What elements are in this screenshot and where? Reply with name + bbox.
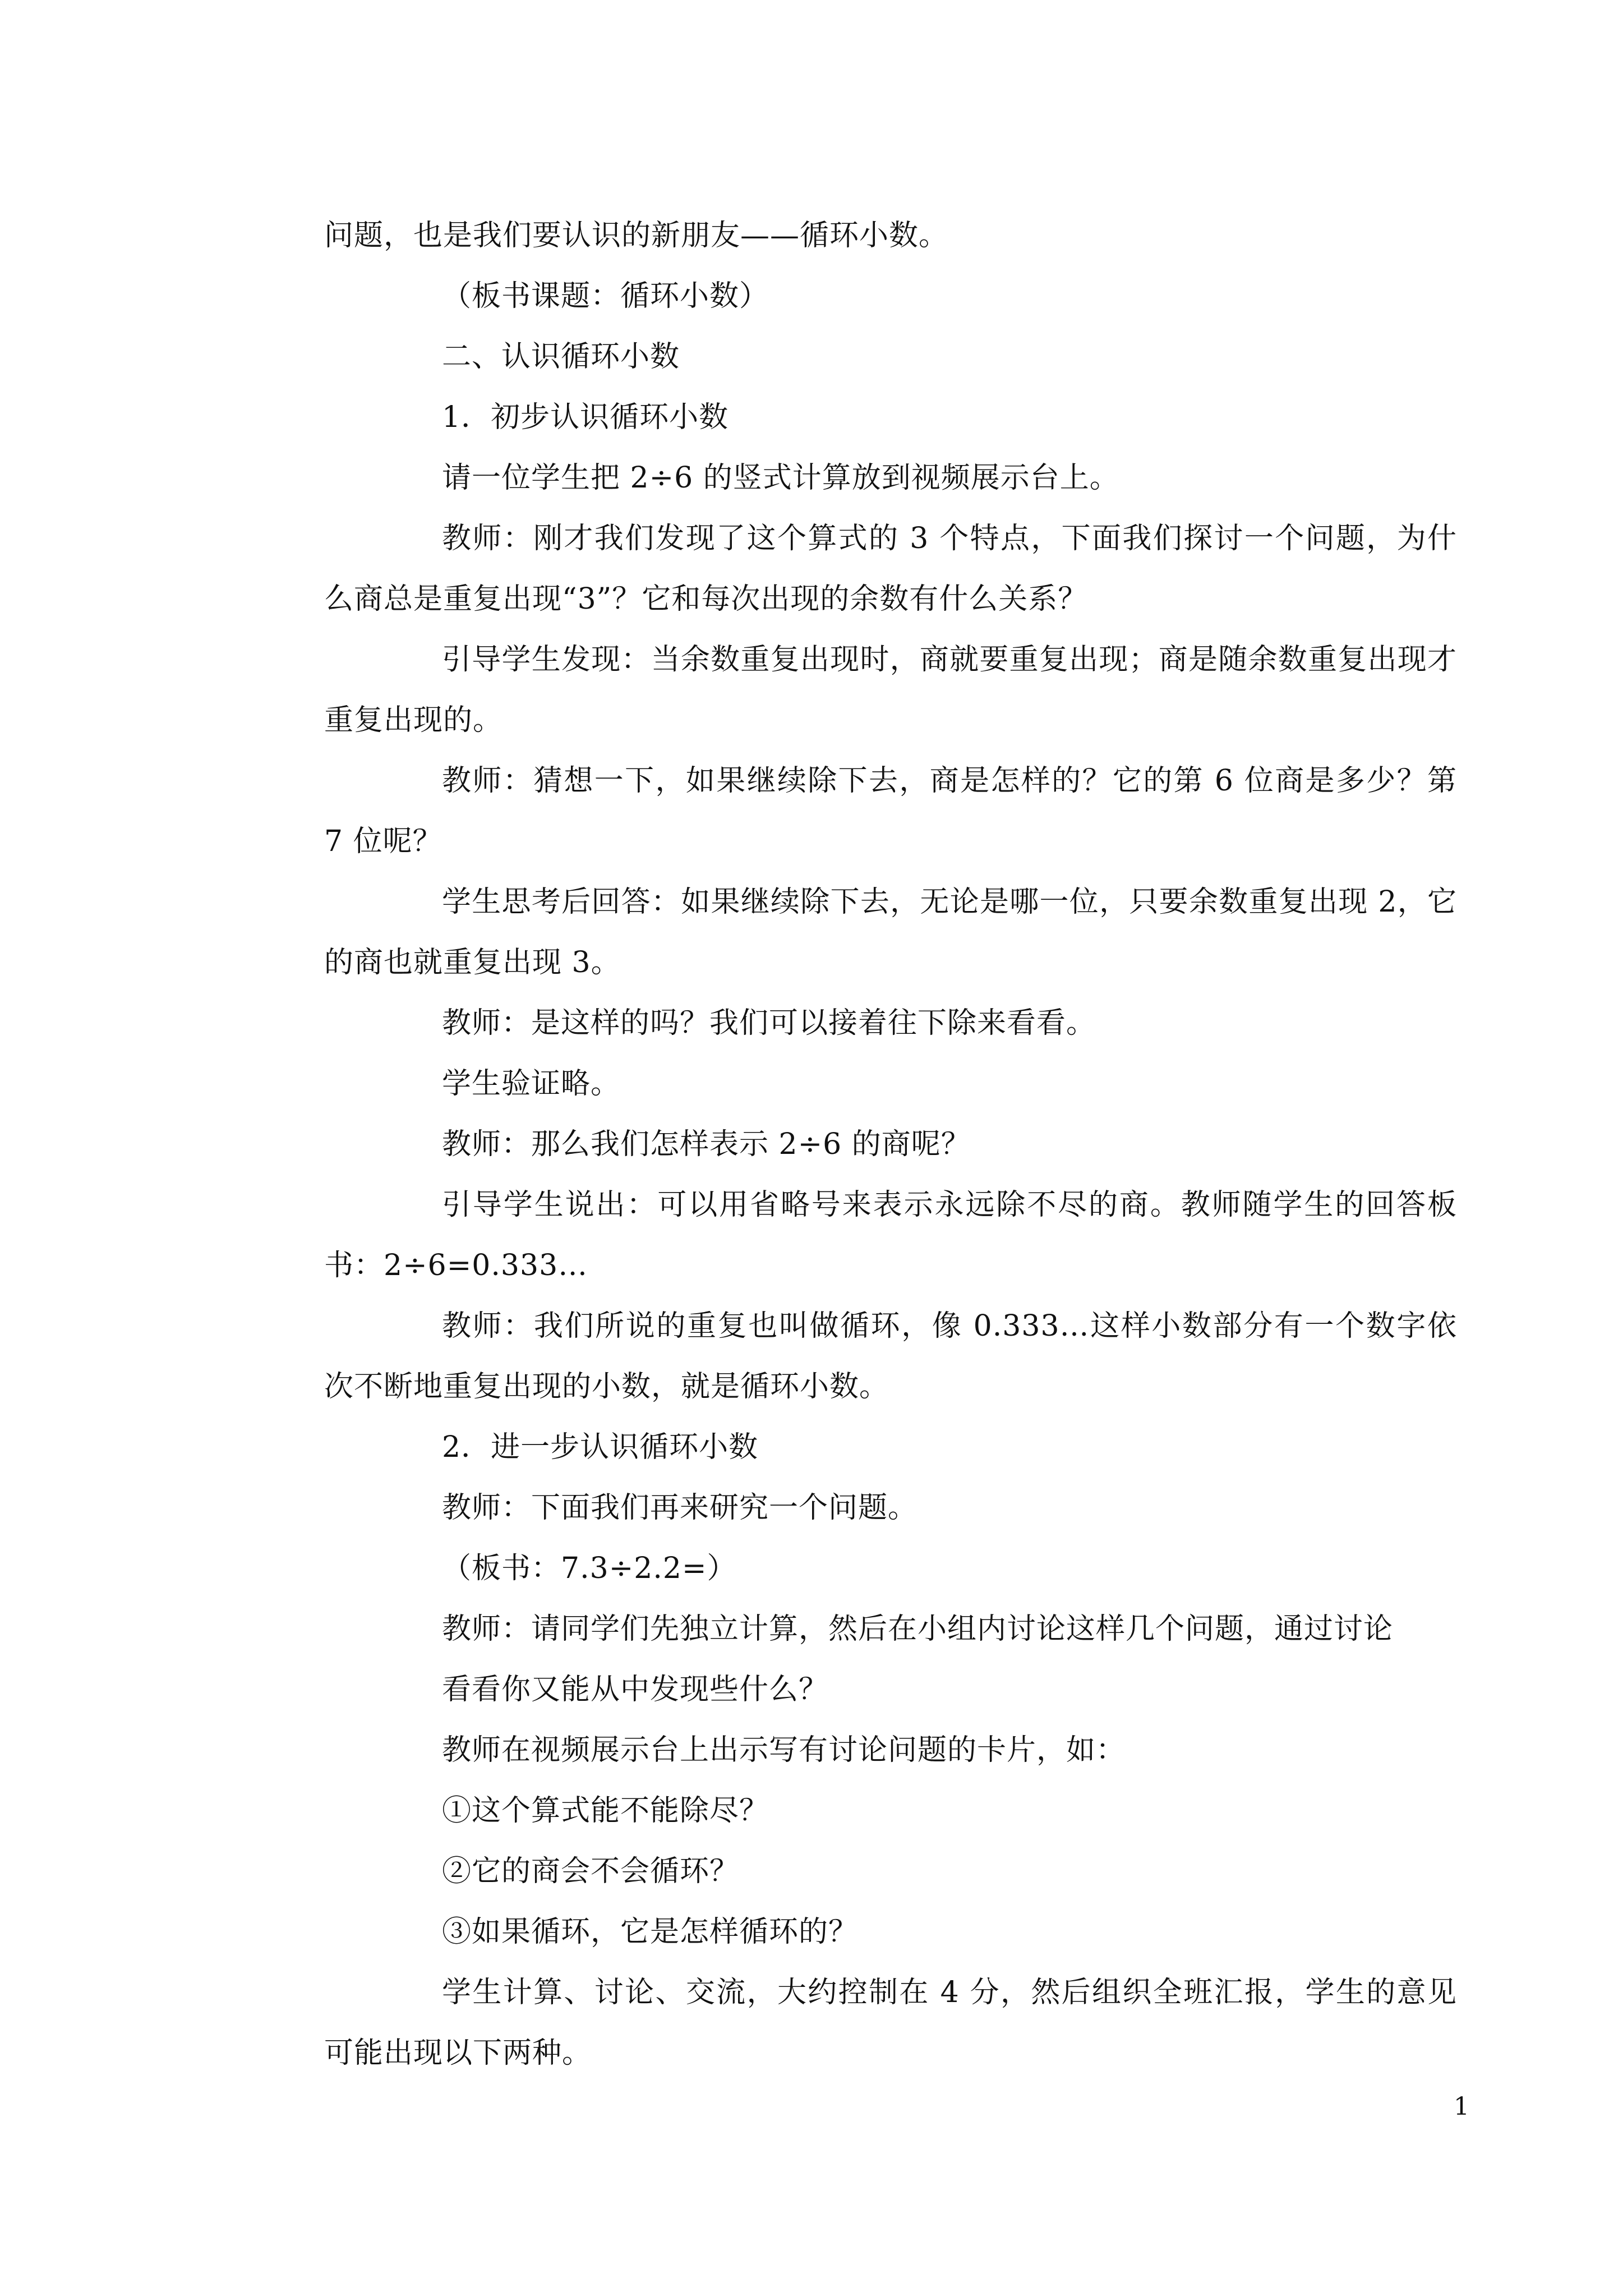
paragraph-7: 引导学生发现：当余数重复出现时，商就要重复出现；商是随余数重复出现才重复出现的。 (324, 643, 1457, 737)
section-heading: 二、认识循环小数 (442, 340, 680, 374)
paragraph-2: （板书课题：循环小数） (442, 279, 769, 313)
question-1: ①这个算式能不能除尽？ (442, 1794, 769, 1828)
paragraph-19: 看看你又能从中发现些什么？ (442, 1673, 829, 1706)
paragraph-20: 教师在视频展示台上出示写有讨论问题的卡片，如： (442, 1733, 1126, 1767)
document-body (324, 205, 1457, 2083)
paragraph-16: 教师：下面我们再来研究一个问题。 (442, 1491, 918, 1525)
question-2: ②它的商会不会循环？ (442, 1855, 740, 1888)
subsection-heading-2: 2．进一步认识循环小数 (442, 1430, 759, 1464)
paragraph-5: 请一位学生把 2÷6 的竖式计算放到视频展示台上。 (442, 461, 1119, 495)
question-3: ③如果循环，它是怎样循环的？ (442, 1915, 859, 1949)
paragraph-9: 学生思考后回答：如果继续除下去，无论是哪一位，只要余数重复出现 2，它的商也就重复出现 3。 (324, 885, 1457, 979)
paragraph-14: 教师：我们所说的重复也叫做循环，像 0.333…这样小数部分有一个数字依次不断地重复出现的小数，就是循环小数。 (324, 1309, 1457, 1404)
paragraph-11: 学生验证略。 (442, 1067, 621, 1101)
paragraph-13: 引导学生说出：可以用省略号来表示永远除不尽的商。教师随学生的回答板书：2÷6=0.333… (324, 1188, 1457, 1282)
paragraph-17: （板书：7.3÷2.2=） (442, 1552, 737, 1585)
paragraph-18: 教师：请同学们先独立计算，然后在小组内讨论这样几个问题，通过讨论 (442, 1612, 1394, 1646)
subsection-heading-1: 1．初步认识循环小数 (442, 401, 729, 434)
paragraph-6: 教师：刚才我们发现了这个算式的 3 个特点，下面我们探讨一个问题，为什么商总是重复出现“3”？它和每次出现的余数有什么关系？ (324, 522, 1457, 616)
paragraph-1: 问题，也是我们要认识的新朋友——循环小数。 (324, 219, 949, 252)
paragraph-8: 教师：猜想一下，如果继续除下去，商是怎样的？它的第 6 位商是多少？第 7 位呢？ (324, 764, 1457, 858)
paragraph-10: 教师：是这样的吗？我们可以接着往下除来看看。 (442, 1006, 1096, 1040)
paragraph-12: 教师：那么我们怎样表示 2÷6 的商呢？ (442, 1128, 971, 1161)
paragraph-24: 学生计算、讨论、交流，大约控制在 4 分，然后组织全班汇报，学生的意见可能出现以下两种。 (324, 1976, 1457, 2070)
page-number: 1 (1454, 2092, 1469, 2121)
